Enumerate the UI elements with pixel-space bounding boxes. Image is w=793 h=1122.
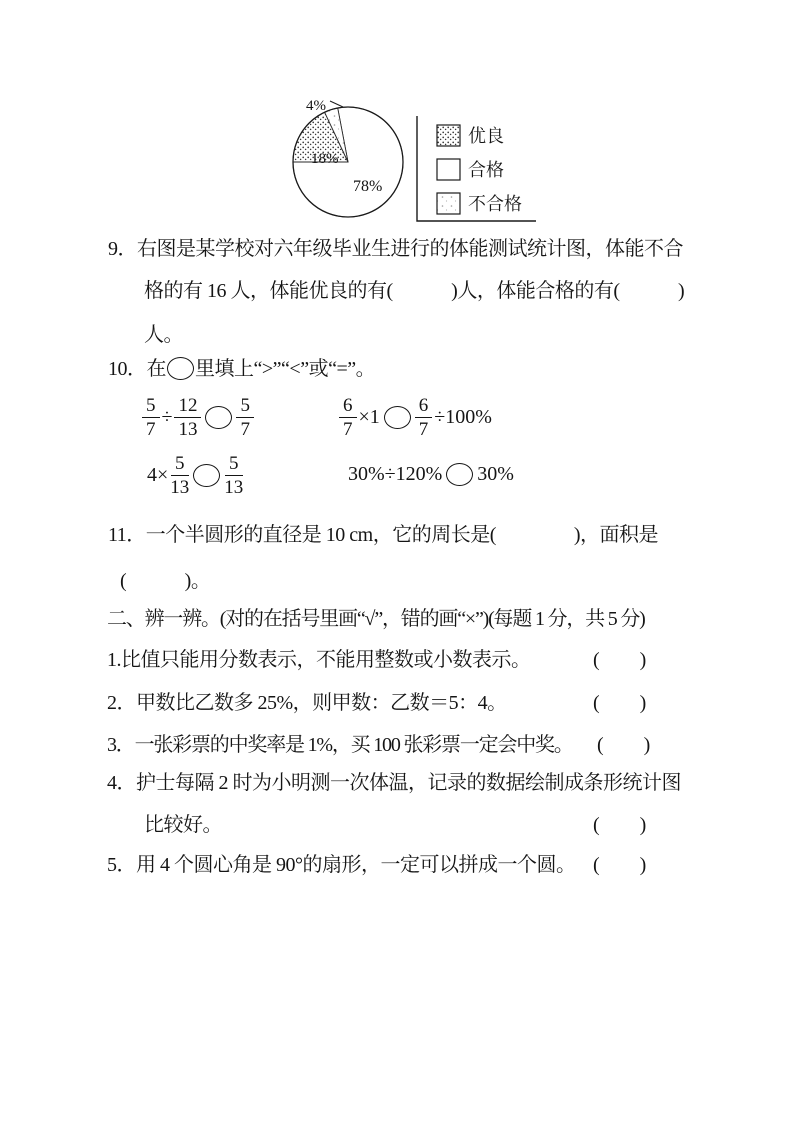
fraction xyxy=(174,395,201,441)
tf-item-2-text: 2．甲数比乙数多 25%，则甲数：乙数＝5：4。 xyxy=(107,692,507,714)
pie-label-pass: 78% xyxy=(353,178,383,195)
legend-swatch-fail xyxy=(437,193,460,214)
pie-label-excellent: 18% xyxy=(311,151,339,167)
fraction-denominator: 7 xyxy=(240,419,250,441)
label-leader-line xyxy=(330,101,343,107)
fraction-numerator: 5 xyxy=(225,453,243,476)
tf-item-4-text-line-2: 比较好。 xyxy=(144,814,222,836)
operator: 30%÷120% xyxy=(348,463,443,485)
fraction xyxy=(142,395,160,441)
legend-label-excellent: 优良 xyxy=(468,126,504,146)
tf-item-2-answer-blank: ( ) xyxy=(593,692,647,714)
tf-item-1-answer-blank: ( ) xyxy=(593,649,647,671)
fraction xyxy=(170,453,189,499)
operator: ÷ xyxy=(161,406,173,429)
tf-item-1-text: 1.比值只能用分数表示，不能用整数或小数表示。 xyxy=(107,649,531,671)
question-9-line-3: 人。 xyxy=(144,324,183,346)
fraction-denominator: 7 xyxy=(146,419,156,441)
comparison-circle-blank xyxy=(384,406,411,429)
question-11-line-2: ( )。 xyxy=(120,570,211,592)
tf-item-4-answer-blank: ( ) xyxy=(593,814,647,836)
pie-chart xyxy=(287,86,542,231)
fraction-denominator: 13 xyxy=(224,477,244,499)
tf-item-3-answer-blank: ( ) xyxy=(597,734,651,756)
comparison-circle-blank xyxy=(193,464,220,487)
tf-item-5-text: 5．用 4 个圆心角是 90°的扇形，一定可以拼成一个圆。 xyxy=(107,854,576,876)
q10-expression-1 xyxy=(141,395,255,441)
fraction-numerator: 5 xyxy=(142,395,160,418)
operator: 4× xyxy=(147,464,169,487)
legend-swatch-pass xyxy=(437,159,460,180)
operator: ×1 xyxy=(358,406,380,429)
tf-item-4-text-line-1: 4．护士每隔 2 时为小明测一次体温，记录的数据绘制成条形统计图 xyxy=(107,772,681,794)
question-10-suffix: 里填上“>”“<”或“=”。 xyxy=(195,358,376,380)
fraction xyxy=(224,453,243,499)
fraction-denominator: 7 xyxy=(343,419,353,441)
comparison-circle-blank xyxy=(205,406,232,429)
question-9-line-2: 格的有 16 人，体能优良的有( )人，体能合格的有( ) xyxy=(144,280,685,302)
tf-item-3-text: 3．一张彩票的中奖率是 1%，买 100 张彩票一定会中奖。 xyxy=(107,734,573,756)
fraction-numerator: 5 xyxy=(171,453,189,476)
fraction-numerator: 6 xyxy=(415,395,433,418)
question-10-heading xyxy=(108,356,375,382)
tf-item-5-answer-blank: ( ) xyxy=(593,854,647,876)
fraction-denominator: 13 xyxy=(178,419,198,441)
operator: ÷100% xyxy=(434,406,492,429)
legend-label-fail: 不合格 xyxy=(468,194,522,214)
section-2-header: 二、辨一辨。(对的在括号里画“√”，错的画“×”)(每题 1 分，共 5 分) xyxy=(107,608,645,630)
question-11-line-1: 11．一个半圆形的直径是 10 cm，它的周长是( )，面积是 xyxy=(108,524,659,546)
comparison-circle-blank xyxy=(446,463,473,486)
fraction xyxy=(236,395,254,441)
pie-label-fail: 4% xyxy=(306,98,326,114)
question-10-prefix: 10．在 xyxy=(108,358,166,380)
q10-expression-3 xyxy=(146,453,244,499)
fraction xyxy=(339,395,357,441)
fraction xyxy=(415,395,433,441)
legend-label-pass: 合格 xyxy=(468,160,504,180)
fraction-numerator: 6 xyxy=(339,395,357,418)
fraction-denominator: 7 xyxy=(418,419,429,441)
fraction-denominator: 13 xyxy=(170,477,190,499)
q10-expression-4 xyxy=(347,463,515,486)
q10-expression-2 xyxy=(338,395,493,441)
comparison-circle-blank xyxy=(167,357,194,380)
fraction-numerator: 5 xyxy=(236,395,254,418)
operator: 30% xyxy=(477,463,514,485)
question-9-line-1: 9．右图是某学校对六年级毕业生进行的体能测试统计图，体能不合 xyxy=(108,238,683,260)
legend-swatch-excellent xyxy=(437,125,460,146)
fraction-numerator: 12 xyxy=(174,395,201,418)
